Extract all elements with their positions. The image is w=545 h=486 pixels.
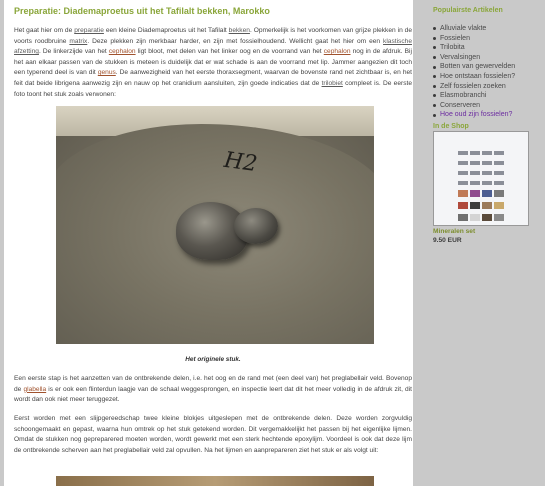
link-preparatie[interactable]: preparatie xyxy=(74,27,104,34)
text: compleet is. De eerste foto toont het stuk zoals verwonen: xyxy=(14,79,412,98)
shop-product-image[interactable] xyxy=(433,131,529,226)
link-bekken[interactable]: bekken xyxy=(228,27,250,34)
sidebar-item-label: Vervalsingen xyxy=(440,53,481,61)
article-content xyxy=(4,0,413,486)
popular-articles-heading: Populairste Artikelen xyxy=(433,7,503,14)
bullet-icon xyxy=(433,104,436,107)
text: nog in de afdruk. Bij het aan elkaar passen van de stukken is meteen is duidelijk dat er wat schade is aan de voorrand met lip. Jammer aangezien dit toch een typerend deel is van dit xyxy=(14,48,412,77)
sidebar-item-label: Conserveren xyxy=(440,101,481,109)
sidebar-item-botten-van-gewervelden[interactable] xyxy=(433,62,515,72)
mineral-samples xyxy=(458,208,522,218)
sidebar-item-fossielen[interactable] xyxy=(433,34,515,44)
shop-item-title[interactable]: Mineralen set xyxy=(433,228,476,235)
product-detail xyxy=(458,162,522,169)
sidebar-item-label: Fossielen xyxy=(440,34,470,42)
sidebar-item-vervalsingen[interactable] xyxy=(433,53,515,63)
specimen-label: H2 xyxy=(222,147,259,178)
product-detail xyxy=(458,172,522,179)
article-title: Preparatie: Diademaproetus uit het Tafilalt bekken, Marokko xyxy=(14,6,270,16)
bullet-icon xyxy=(433,46,436,49)
bullet-icon xyxy=(433,85,436,88)
sidebar-item-label: Botten van gewervelden xyxy=(440,63,516,71)
text: is er ook een flinterdun laagje van de schaal weggesprongen, en inspectie leert dat dit het meer volledig in de afdruk zit, dit wordt dan ook niet meer teruggezet. xyxy=(14,385,413,404)
sidebar-item-zelf-fossielen-zoeken[interactable] xyxy=(433,82,515,92)
link-matrix[interactable]: matrix xyxy=(69,37,88,45)
shop-item-price: 9.50 EUR xyxy=(433,237,462,244)
sidebar-item-hoe-ontstaan-fossielen[interactable] xyxy=(433,72,515,82)
link-cephalon[interactable]: cephalon xyxy=(108,48,136,56)
text: Het gaat hier om de xyxy=(14,27,75,34)
text: . Opmerkelijk is het voorkomen van grijze plekken in de voorts roodbruine xyxy=(14,27,412,45)
mineral-samples xyxy=(458,184,522,194)
mineral-samples xyxy=(458,196,522,206)
text: . De aanwezigheid van het eerste thoraxsegment, waarvan de bovenste rand net zichtbaar is, en het feit dat beide librigena aanwezig zijn en nauw op het cranidium aansluiten, zijn goede indicaties dat de xyxy=(14,69,412,87)
sidebar-item-trilobita[interactable] xyxy=(433,43,515,53)
trilobite-fossil-part xyxy=(234,208,278,244)
text: . De linkerzijde van het xyxy=(38,48,109,56)
sidebar-item-label: Elasmobranchi xyxy=(440,92,487,100)
sidebar xyxy=(427,0,545,486)
product-detail xyxy=(458,142,522,149)
link-cephalon[interactable]: cephalon xyxy=(323,48,351,56)
bullet-icon xyxy=(433,66,436,69)
link-klastische-afzetting[interactable]: klastische afzetting xyxy=(14,37,412,56)
text: Een eerste stap is het aanzetten van de ontbrekende delen, i.e. het oog en de rand met (een deel van) het preglabellair veld. Bovenop de xyxy=(14,375,412,393)
photo-caption: Het originele stuk. xyxy=(185,356,241,363)
text: . Deze plekken zijn merkbaar harder, en zijn met fossielhoudend. Wellicht gaat het hier om een xyxy=(87,37,384,45)
sidebar-item-label: Alluviale vlakte xyxy=(440,25,487,32)
bullet-icon xyxy=(433,94,436,97)
shop-heading: In de Shop xyxy=(433,123,469,130)
sidebar-item-alluviale-vlakte[interactable] xyxy=(433,24,515,34)
bullet-icon xyxy=(433,56,436,59)
text: een kleine Diademaproetus uit het Tafilalt xyxy=(103,27,229,34)
intro-paragraph xyxy=(14,26,412,100)
bullet-icon xyxy=(433,75,436,78)
second-photo xyxy=(56,476,374,486)
fossil-photo xyxy=(56,106,374,344)
sidebar-item-conserveren[interactable] xyxy=(433,101,515,111)
procedure-paragraph: Eerst worden met een slijpgereedschap twee kleine blokjes uitgeslepen met de ontbrekende delen. Deze worden zorgvuldig schoongemaakt en gepast, waarna hun omtrek op het stuk getekend worden. Dit vergemakkelijkt het passen bij het eigenlijke lijmen. Omdat de stukken nog gepreparered moeten worden, wordt gewerkt met een sterk hechtende epoxylijm. Voordeel is ook dat deze lijm de ontbrekende scherven aan het preglabellair veld zal opvullen. Na het lijmen en aanprepareren ziet het stuk er als volgt uit: xyxy=(14,415,412,454)
sidebar-item-hoe-oud-zijn-fossielen[interactable] xyxy=(433,110,515,120)
product-detail xyxy=(458,152,522,159)
sidebar-item-elasmobranchi[interactable] xyxy=(433,91,515,101)
sidebar-item-label: Trilobita xyxy=(440,44,465,52)
step-paragraph xyxy=(14,374,412,406)
sidebar-item-label: Hoe ontstaan fossielen? xyxy=(440,72,516,80)
link-genus[interactable]: genus xyxy=(97,69,116,77)
popular-articles-list xyxy=(433,24,515,120)
link-glabella[interactable]: glabella xyxy=(23,385,47,393)
text: ligt bloot, met delen van het linker oog en de voorrand van het xyxy=(135,48,324,56)
sidebar-item-label: Hoe oud zijn fossielen? xyxy=(440,111,513,119)
sidebar-item-label: Zelf fossielen zoeken xyxy=(440,82,506,90)
bullet-icon xyxy=(433,27,436,30)
bullet-icon xyxy=(433,114,436,117)
link-trilobiet[interactable]: trilobiet xyxy=(321,79,343,87)
bullet-icon xyxy=(433,37,436,40)
